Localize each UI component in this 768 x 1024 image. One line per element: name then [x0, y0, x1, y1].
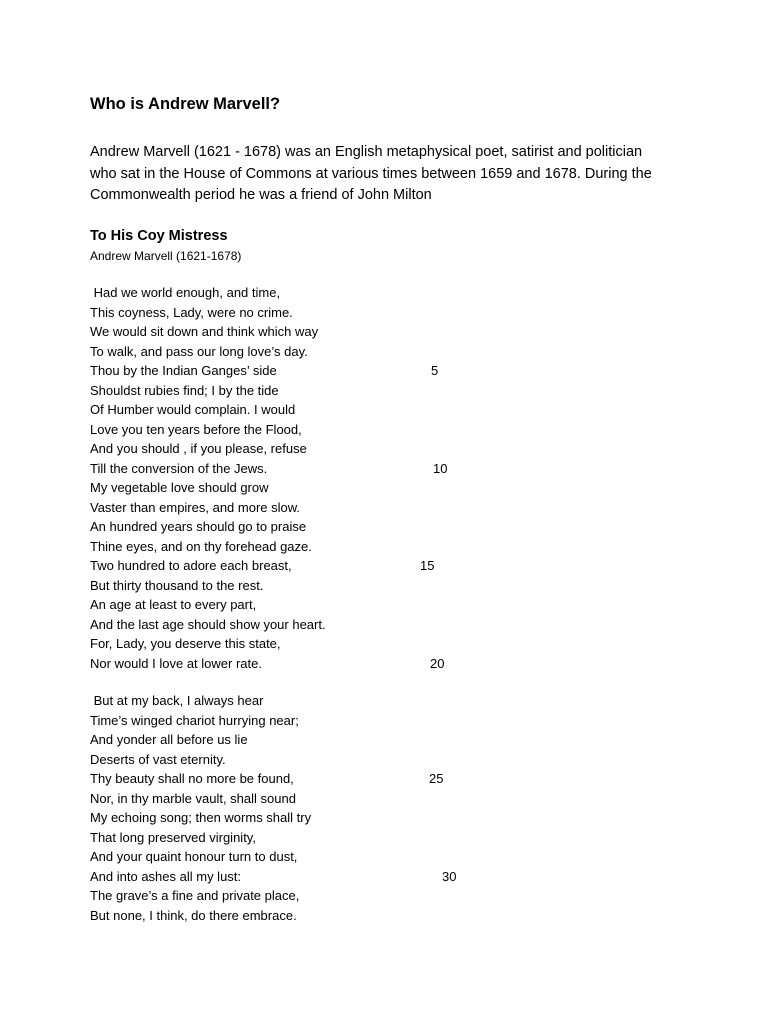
poem-line: [90, 691, 490, 711]
poem-line: [90, 615, 490, 635]
poem-line: [90, 498, 490, 518]
poem-line-text: Of Humber would complain. I would: [90, 402, 296, 417]
poem-line: [90, 420, 490, 440]
poem-line-text: An age at least to every part,: [90, 597, 257, 612]
poem-line: [90, 439, 490, 459]
line-number: 25: [429, 771, 444, 786]
poem-line-text: Two hundred to adore each breast,: [90, 558, 292, 573]
poem-line: [90, 517, 490, 537]
poem-line-text: My echoing song; then worms shall try: [90, 810, 312, 825]
poem-line: [90, 361, 490, 381]
poem-line-text: And yonder all before us lie: [90, 732, 248, 747]
line-number: 5: [431, 363, 439, 378]
poem-line-text: Thy beauty shall no more be found,: [90, 771, 294, 786]
poem-line: [90, 654, 490, 674]
poem-line: [90, 750, 490, 770]
poem-stanza-2: [90, 691, 490, 925]
poem-line-text: And you should , if you please, refuse: [90, 441, 307, 456]
poem-line-text: And the last age should show your heart.: [90, 616, 326, 632]
poem-line-text: This coyness, Lady, were no crime.: [90, 304, 293, 320]
poem-line-text: Thine eyes, and on thy forehead gaze.: [90, 538, 312, 554]
intro-paragraph: [90, 142, 700, 207]
poem-line-text: My vegetable love should grow: [90, 480, 269, 495]
poem-line: [90, 381, 490, 401]
poem-line-text: Thou by the Indian Ganges’ side: [90, 363, 277, 378]
poem-line: [90, 342, 490, 362]
poem-line-text: Deserts of vast eternity.: [90, 751, 226, 767]
poem-line: [90, 322, 490, 342]
poem-author: Andrew Marvell (1621-1678): [90, 249, 242, 263]
poem-line: [90, 459, 490, 479]
poem-line-text: Vaster than empires, and more slow.: [90, 499, 301, 515]
intro-line: who sat in the House of Commons at various times between 1659 and 1678. During the: [90, 165, 652, 182]
poem-line-text: But none, I think, do there embrace.: [90, 907, 297, 923]
poem-line: [90, 847, 490, 867]
poem-line-text: For, Lady, you deserve this state,: [90, 636, 281, 651]
poem-line-text: We would sit down and think which way: [90, 324, 319, 339]
poem-line: [90, 867, 490, 887]
poem-line: [90, 730, 490, 750]
poem-line-text: The grave’s a fine and private place,: [90, 888, 300, 903]
poem-line: [90, 576, 490, 596]
poem-line: [90, 400, 490, 420]
poem-line-text: But thirty thousand to the rest.: [90, 577, 264, 593]
poem-line: [90, 634, 490, 654]
poem-line-text: Had we world enough, and time,: [90, 285, 281, 300]
poem-line-text: An hundred years should go to praise: [90, 519, 307, 534]
poem-title: To His Coy Mistress: [90, 228, 228, 244]
poem-line: [90, 789, 490, 809]
poem-line-text: Time’s winged chariot hurrying near;: [90, 712, 299, 728]
poem-line: [90, 283, 490, 303]
poem-line: [90, 906, 490, 926]
intro-line: Commonwealth period he was a friend of John Milton: [90, 187, 432, 203]
line-number: 15: [420, 558, 435, 573]
line-number: 20: [430, 655, 445, 671]
poem-line-text: Till the conversion of the Jews.: [90, 460, 268, 476]
line-number: 10: [433, 460, 448, 476]
poem-stanza-1: [90, 283, 490, 673]
poem-line: [90, 711, 490, 731]
poem-line: [90, 595, 490, 615]
poem-line-text: To walk, and pass our long love’s day.: [90, 343, 308, 359]
page-heading: Who is Andrew Marvell?: [90, 95, 281, 113]
poem-line-text: Nor would I love at lower rate.: [90, 655, 262, 671]
poem-line-text: Nor, in thy marble vault, shall sound: [90, 790, 296, 806]
poem-line-text: And your quaint honour turn to dust,: [90, 849, 298, 864]
line-number: 30: [442, 868, 457, 884]
poem-line-text: That long preserved virginity,: [90, 829, 256, 845]
poem-line-text: Love you ten years before the Flood,: [90, 421, 302, 437]
poem-line: [90, 303, 490, 323]
poem-line: [90, 556, 490, 576]
intro-line: Andrew Marvell (1621 - 1678) was an English metaphysical poet, satirist and politician: [90, 144, 643, 160]
poem-line: [90, 808, 490, 828]
poem-line: [90, 828, 490, 848]
poem-line: [90, 886, 490, 906]
poem-line: [90, 478, 490, 498]
poem-line: [90, 769, 490, 789]
poem-line-text: Shouldst rubies find; I by the tide: [90, 382, 279, 398]
poem-line: [90, 537, 490, 557]
poem-line-text: But at my back, I always hear: [90, 693, 264, 708]
poem-line-text: And into ashes all my lust:: [90, 868, 242, 884]
